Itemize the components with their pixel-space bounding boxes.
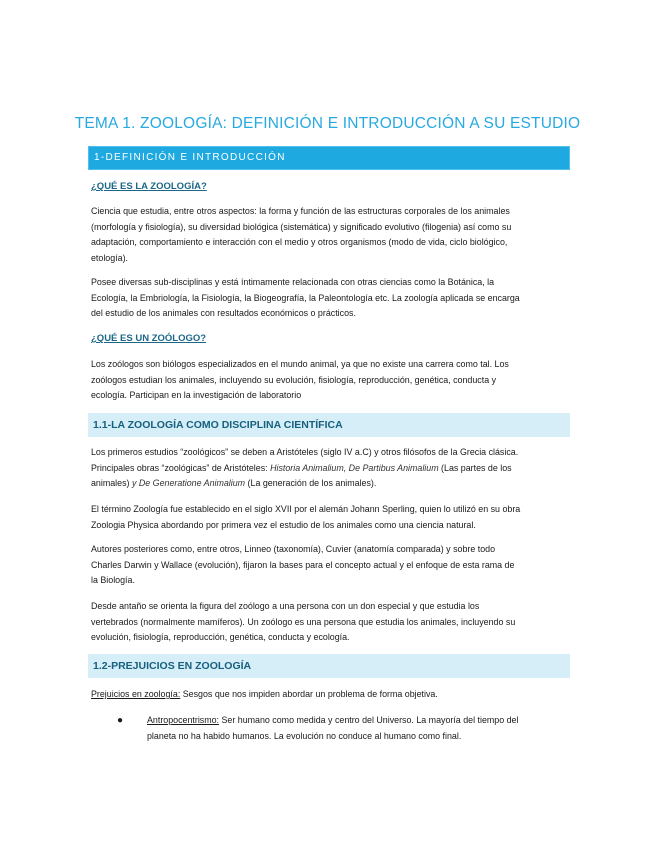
text: (Las partes de los (438, 462, 512, 473)
paragraph (91, 687, 571, 703)
subheading-que-es-zoologo: ¿QUÉ ES UN ZOÓLOGO? (91, 333, 207, 344)
text-line: la Biología. (91, 575, 135, 585)
text-line: Ciencia que estudia, entre otros aspectos: la forma y función de las estructuras corporales de los animales (91, 206, 510, 216)
section-heading-1-2 (88, 654, 570, 678)
section-heading-1 (88, 146, 570, 170)
text-line: El término Zoología fue establecido en el siglo XVII por el alemán Johann Sperling, quien lo utilizó en su obra (91, 504, 521, 514)
paragraph (91, 275, 571, 322)
paragraph (91, 502, 571, 533)
text-line (147, 713, 577, 729)
text-line: Ecología, la Embriología, la Fisiología, la Biogeografía, la Paleontología etc. La zoología aplicada se encarga (91, 292, 520, 303)
text-line: vertebrados (normalmente mamíferos). Un zoólogo es una persona que estudia los animales, incluyendo su (91, 616, 516, 627)
section-heading-1-1 (88, 413, 570, 437)
paragraph (91, 204, 571, 266)
text-line: evolución, fisiología, reproducción, genética, conducta y ecología. (91, 632, 350, 642)
section-heading-text: 1.2-PREJUICIOS EN ZOOLOGÍA (93, 660, 252, 672)
paragraph (91, 445, 571, 492)
underlined-term: Antropocentrismo: (147, 715, 220, 725)
text-line: ecología. Participan en la investigación de laboratorio (91, 390, 302, 400)
text-line: zoólogos estudian los animales, incluyendo su evolución, fisiología, reproducción, genética, conducta y (91, 374, 497, 385)
text-line: del estudio de los animales con resultados económicos o prácticos. (91, 308, 356, 318)
paragraph (91, 357, 571, 404)
text-line: planeta no ha habido humanos. La evolución no conduce al humano como final. (147, 730, 462, 741)
text: (La generación de los animales). (245, 478, 377, 488)
text-line: Los primeros estudios “zoológicos” se deben a Aristóteles (siglo IV a.C) y otros filósofos de la Grecia clásica. (91, 447, 519, 457)
text-line (91, 461, 571, 477)
text: Sesgos que nos impiden abordar un problema de forma objetiva. (180, 689, 438, 699)
italic-title: y De Generatione Animalium (131, 478, 246, 488)
text: Principales obras “zoológicas” de Aristóteles: (91, 462, 271, 473)
text-line (91, 476, 571, 492)
text-line (91, 687, 571, 703)
bullet-icon: ● (117, 715, 124, 726)
text-line: etología). (91, 252, 129, 263)
text: animales) (91, 478, 132, 488)
text-line: Autores posteriores como, entre otros, Linneo (taxonomía), Cuvier (anatomía comparada) y sobre todo (91, 544, 496, 554)
section-heading-text: 1.1-LA ZOOLOGÍA COMO DISCIPLINA CIENTÍFICA (93, 419, 343, 431)
text-line: adaptación, comportamiento e interacción con el medio y otros organismos (modo de vida, ciclo biológico, (91, 237, 508, 247)
text-line: Los zoólogos son biólogos especializados en el mundo animal, ya que no existe una carrera como tal. Los (91, 359, 509, 369)
text-line: Desde antaño se orienta la figura del zoólogo a una persona con un don especial y que estudia los (91, 601, 480, 611)
subheading-que-es-zoologia: ¿QUÉ ES LA ZOOLOGÍA? (91, 181, 207, 192)
paragraph (91, 599, 571, 646)
text-line: Charles Darwin y Wallace (evolución), fijaron la bases para el concepto actual y el enfoque de esta rama de (91, 559, 515, 570)
text: Ser humano como medida y centro del Universo. La mayoría del tiempo del (219, 715, 519, 725)
section-heading-text: 1-DEFINICIÓN E INTRODUCCIÓN (94, 152, 286, 163)
text-line: Posee diversas sub-disciplinas y está íntimamente relacionada con otras ciencias como la Botánica, la (91, 277, 495, 287)
page-title: TEMA 1. ZOOLOGÍA: DEFINICIÓN E INTRODUCCIÓN A SU ESTUDIO (74, 115, 581, 132)
text-line: Zoologia Physica abordando por primera vez el estudio de los animales como una ciencia natural. (91, 519, 476, 530)
italic-title: Historia Animalium, De Partibus Animalium (270, 462, 439, 473)
text-line: (morfología y fisiología), su diversidad biológica (sistemática) y significado evolutivo (filogenia) así como su (91, 221, 512, 232)
list-item (147, 713, 577, 744)
underlined-term: Prejuicios en zoología: (91, 689, 181, 699)
paragraph (91, 542, 571, 589)
